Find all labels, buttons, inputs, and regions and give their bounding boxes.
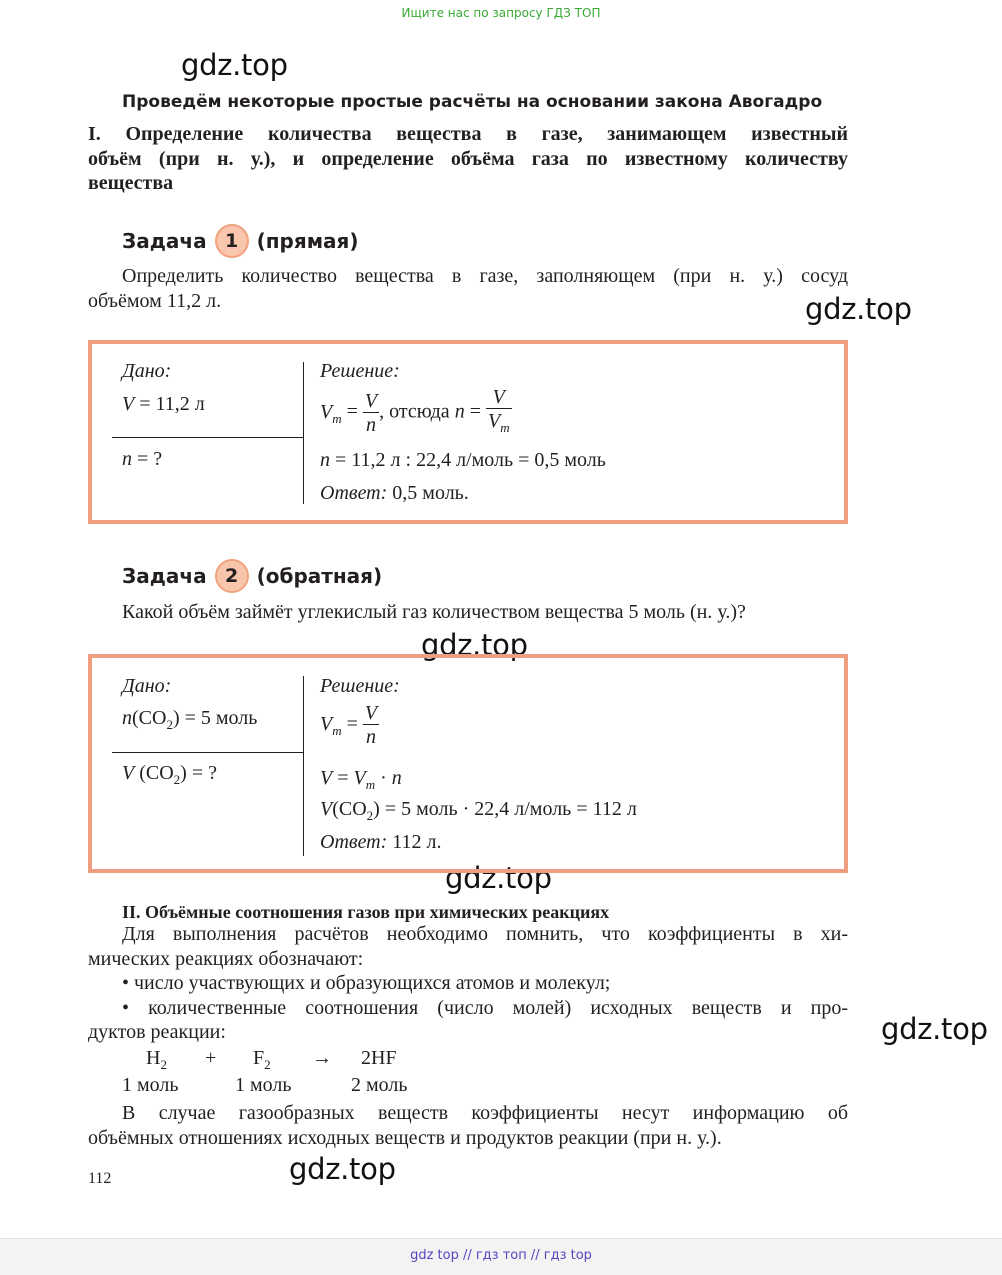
find-value: n = ? <box>122 448 163 470</box>
answer <box>320 831 442 854</box>
task-2-text-line: Какой объём займёт углекислый газ количеством вещества 5 моль (н. у.)? <box>122 601 746 623</box>
divider <box>112 437 303 438</box>
section-1-line: I. Определение количества вещества в газе, занимающем известный <box>88 123 848 145</box>
task-1-kind: (прямая) <box>256 229 359 253</box>
mol-label: 2 моль <box>351 1074 408 1096</box>
solution-calc: $V(CO_2) = 5$ моль · 22,4 л/моль = 112 л <box>320 798 637 823</box>
mol-label: 1 моль <box>122 1074 179 1096</box>
task-1-number-badge: 1 <box>215 224 249 258</box>
given-value: $n(CO_2) = 5$ моль <box>122 707 258 732</box>
section-1-title <box>88 122 848 196</box>
top-banner-link[interactable]: Ищите нас по запросу ГДЗ ТОП <box>401 6 601 20</box>
equation-f2: $F_2$ <box>253 1047 271 1072</box>
equation-h2: $H_2$ <box>146 1047 167 1072</box>
section-2-title: II. Объёмные соотношения газов при химических реакциях <box>122 902 610 922</box>
watermark: gdz.top <box>881 1012 988 1046</box>
watermark: gdz.top <box>289 1152 396 1186</box>
answer <box>320 482 469 505</box>
solution-formula: $V_m$ = $\frac{V}{n}$ , отсюда n = $\frac{V}{V_m}$ <box>320 386 512 440</box>
bullet-item: • количественные соотношения (число молей) исходных веществ и про- <box>122 996 848 1019</box>
solution-line: $V = V_m \cdot n$ <box>320 767 402 792</box>
paragraph-line: В случае газообразных веществ коэффициенты несут информацию об <box>122 1102 848 1124</box>
given-title: Дано: <box>122 675 172 697</box>
task-1-text-line: объёмом 11,2 л. <box>88 289 222 312</box>
divider <box>303 362 304 504</box>
given-value: V = 11,2 л <box>122 393 205 415</box>
task-2-kind: (обратная) <box>256 564 383 588</box>
solution-calc: n = 11,2 л : 22,4 л/моль = 0,5 моль <box>320 449 606 471</box>
page-heading: Проведём некоторые простые расчёты на основании закона Авогадро <box>122 92 823 112</box>
task-2-number-badge: 2 <box>215 559 249 593</box>
answer-label: Ответ: <box>320 831 388 853</box>
fraction: $\frac{V}{n}$ <box>364 702 378 748</box>
equation-arrow: → <box>312 1047 332 1069</box>
divider <box>303 676 304 856</box>
task-2-text <box>88 600 848 625</box>
final-paragraph <box>88 1101 848 1150</box>
solution-title: Решение: <box>320 360 400 382</box>
task-2-header <box>122 559 382 593</box>
task-1-label: Задача <box>122 229 207 253</box>
watermark: gdz.top <box>445 861 552 895</box>
fraction: $\frac{V}{n}$ <box>364 389 378 436</box>
given-title: Дано: <box>122 360 172 382</box>
watermark: gdz.top <box>421 628 528 662</box>
task-2-label: Задача <box>122 564 207 588</box>
mol-label: 1 моль <box>235 1074 292 1096</box>
find-value: V $(CO_2)$ = ? <box>122 762 217 787</box>
section-1-line: объём (при н. у.), и определение объёма газа по известному количеству <box>88 147 848 170</box>
task-1-header <box>122 224 359 258</box>
paragraph-line: объёмных отношениях исходных веществ и продуктов реакции (при н. у.). <box>88 1126 722 1149</box>
paragraph-line: Для выполнения расчётов необходимо помнить, что коэффициенты в хи- <box>122 923 848 945</box>
bottom-links[interactable]: gdz top // гдз топ // гдз top <box>410 1248 592 1263</box>
equation-hf: 2HF <box>361 1047 397 1069</box>
equation-plus: + <box>205 1047 217 1069</box>
section-2-text <box>88 922 848 1045</box>
section-1-line: вещества <box>88 172 174 194</box>
solution-formula: $V_m$ = $\frac{V}{n}$ <box>320 702 378 748</box>
bullet-item: • число участвующих и образующихся атомов и молекул; <box>122 972 611 994</box>
watermark: gdz.top <box>805 292 912 326</box>
divider <box>112 752 303 753</box>
task-1-text <box>88 264 848 313</box>
paragraph-line: дуктов реакции: <box>88 1021 226 1043</box>
paragraph-line: мических реакциях обозначают: <box>88 947 364 970</box>
answer-value: 112 л. <box>392 831 442 853</box>
answer-value: 0,5 моль. <box>392 482 469 504</box>
fraction: $\frac{V}{V_m}$ <box>487 386 510 435</box>
solution-title: Решение: <box>320 675 400 697</box>
watermark: gdz.top <box>181 48 288 82</box>
task-1-text-line: Определить количество вещества в газе, заполняющем (при н. у.) сосуд <box>122 265 848 287</box>
page-number: 112 <box>88 1170 112 1187</box>
answer-label: Ответ: <box>320 482 388 504</box>
